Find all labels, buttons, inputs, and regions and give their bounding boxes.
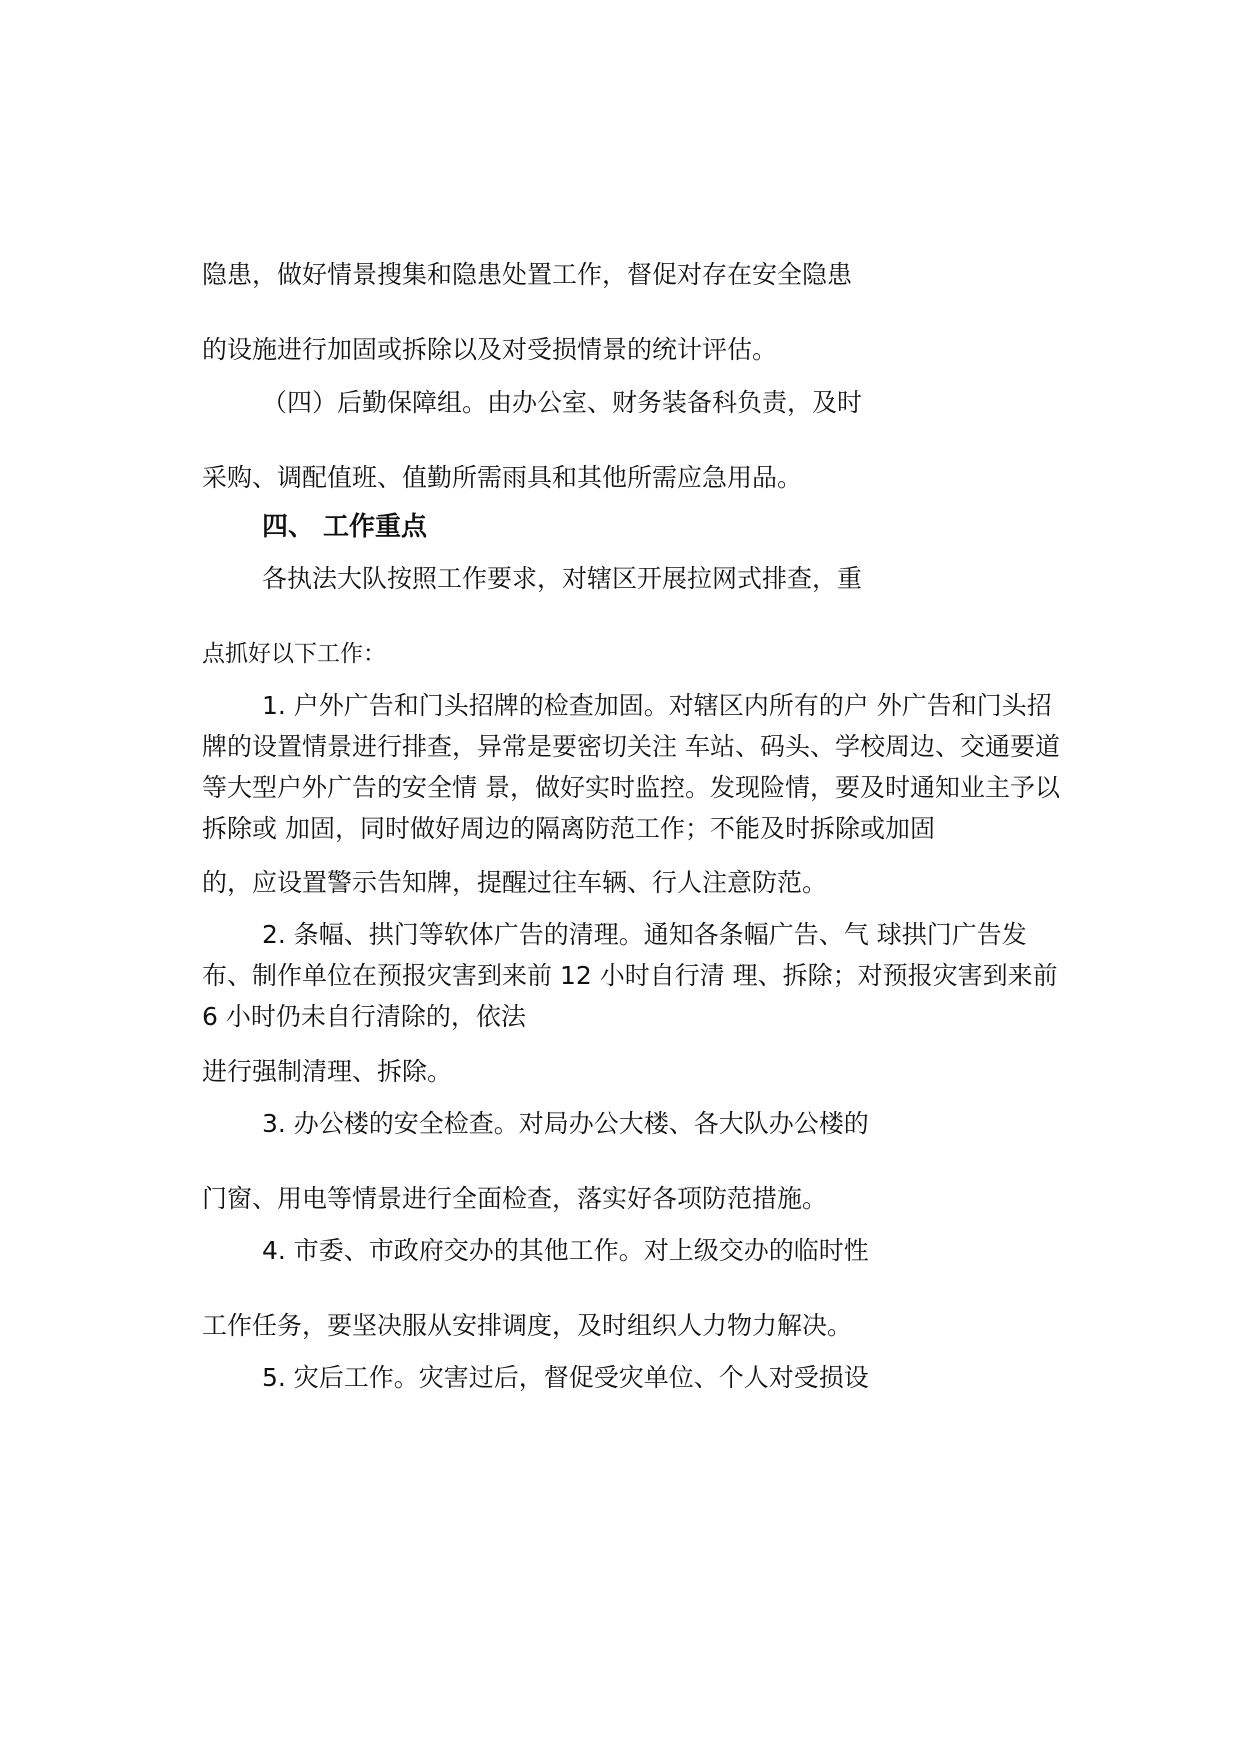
text-line-7: 点抓好以下工作：	[202, 641, 386, 667]
text-line-18: 门窗、用电等情景进行全面检查，落实好各项防范措施。	[202, 1184, 828, 1213]
text-line-2: 的设施进行加固或拆除以及对受损情景的统计评估。	[202, 335, 778, 364]
text-line-1: 隐患，做好情景搜集和隐患处置工作，督促对存在安全隐患	[202, 260, 853, 289]
text-line-19: 4. 市委、市政府交办的其他工作。对上级交办的临时性	[262, 1236, 869, 1265]
text-line-6: 各执法大队按照工作要求，对辖区开展拉网式排查，重	[262, 564, 863, 593]
text-line-8: 1. 户外广告和门头招牌的检查加固。对辖区内所有的户 外广告和门头招	[262, 691, 1052, 720]
text-line-4: 采购、调配值班、值勤所需雨具和其他所需应急用品。	[202, 463, 803, 492]
text-line-17: 3. 办公楼的安全检查。对局办公大楼、各大队办公楼的	[262, 1109, 869, 1138]
text-line-12: 的，应设置警示告知牌，提醒过往车辆、行人注意防范。	[202, 868, 828, 897]
text-line-20: 工作任务，要坚决服从安排调度，及时组织人力物力解决。	[202, 1311, 853, 1340]
text-line-21: 5. 灾后工作。灾害过后，督促受灾单位、个人对受损设	[262, 1363, 869, 1392]
text-line-3: （四）后勤保障组。由办公室、财务装备科负责，及时	[262, 388, 863, 417]
section-heading: 四、 工作重点	[262, 512, 428, 542]
text-line-13: 2. 条幅、拱门等软体广告的清理。通知各条幅广告、气 球拱门广告发	[262, 920, 1027, 949]
text-line-14: 布、制作单位在预报灾害到来前 12 小时自行清 理、拆除；对预报灾害到来前	[202, 961, 1058, 990]
text-line-15: 6 小时仍未自行清除的，依法	[202, 1002, 526, 1031]
text-line-11: 拆除或 加固，同时做好周边的隔离防范工作；不能及时拆除或加固	[202, 814, 935, 843]
text-line-10: 等大型户外广告的安全情 景，做好实时监控。发现险情，要及时通知业主予以	[202, 773, 1060, 802]
text-line-9: 牌的设置情景进行排查，异常是要密切关注 车站、码头、学校周边、交通要道	[202, 732, 1060, 761]
text-line-16: 进行强制清理、拆除。	[202, 1057, 453, 1086]
